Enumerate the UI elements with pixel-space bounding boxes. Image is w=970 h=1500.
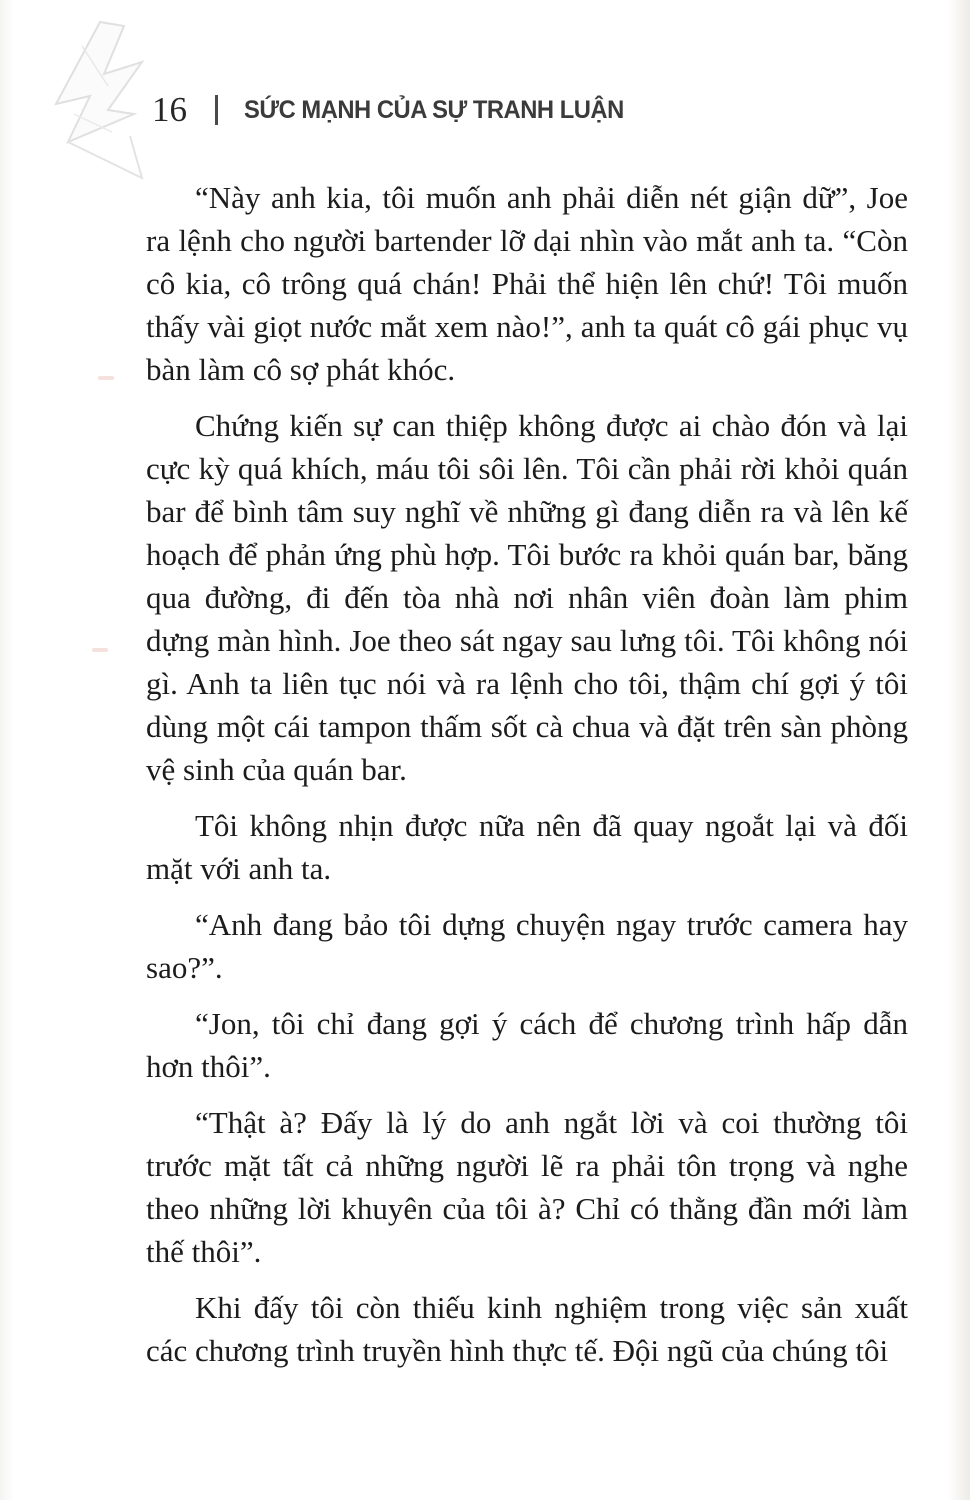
paragraph: “Jon, tôi chỉ đang gợi ý cách để chương trình hấp dẫn hơn thôi”. [146, 1006, 908, 1084]
paragraph: “Này anh kia, tôi muốn anh phải diễn nét giận dữ”, Joe ra lệnh cho người bartender lỡ dại nhìn vào mắt anh ta. “Còn cô kia, cô trông quá chán! Phải thể hiện lên chứ! Tôi muốn thấy vài giọt nước mắt xem nào!”, anh ta quát cô gái phục vụ bàn làm cô sợ phát khóc. [146, 180, 908, 387]
scan-artifact [92, 648, 108, 652]
running-header [152, 92, 644, 127]
paragraph: Khi đấy tôi còn thiếu kinh nghiệm trong việc sản xuất các chương trình truyền hình thực tế. Đội ngũ của chúng tôi [146, 1290, 908, 1368]
header-divider [215, 95, 218, 125]
paragraph: “Anh đang bảo tôi dựng chuyện ngay trước camera hay sao?”. [146, 907, 908, 985]
paragraph: “Thật à? Đấy là lý do anh ngắt lời và coi thường tôi trước mặt tất cả những người lẽ ra phải tôn trọng và nghe theo những lời khuyên của tôi à? Chỉ có thằng đần mới làm thế thôi”. [146, 1105, 908, 1269]
page-number: 16 [152, 90, 187, 129]
page-edge-shading-right [948, 0, 970, 1500]
scan-artifact [98, 376, 114, 380]
paragraph: Tôi không nhịn được nữa nên đã quay ngoắt lại và đối mặt với anh ta. [146, 808, 908, 886]
body-text [146, 176, 908, 1385]
page-edge-shading-left [0, 0, 14, 1500]
book-title: SỨC MẠNH CỦA SỰ TRANH LUẬN [244, 96, 624, 124]
paragraph: Chứng kiến sự can thiệp không được ai chào đón và lại cực kỳ quá khích, máu tôi sôi lên. Tôi cần phải rời khỏi quán bar để bình tâm suy nghĩ về những gì đang diễn ra và lên kế hoạch để phản ứng phù hợp. Tôi bước ra khỏi quán bar, băng qua đường, đi đến tòa nhà nơi nhân viên đoàn làm phim dựng màn hình. Joe theo sát ngay sau lưng tôi. Tôi không nói gì. Anh ta liên tục nói và ra lệnh cho tôi, thậm chí gợi ý tôi dùng một cái tampon thấm sốt cà chua và đặt trên sàn phòng vệ sinh của quán bar. [146, 408, 908, 787]
